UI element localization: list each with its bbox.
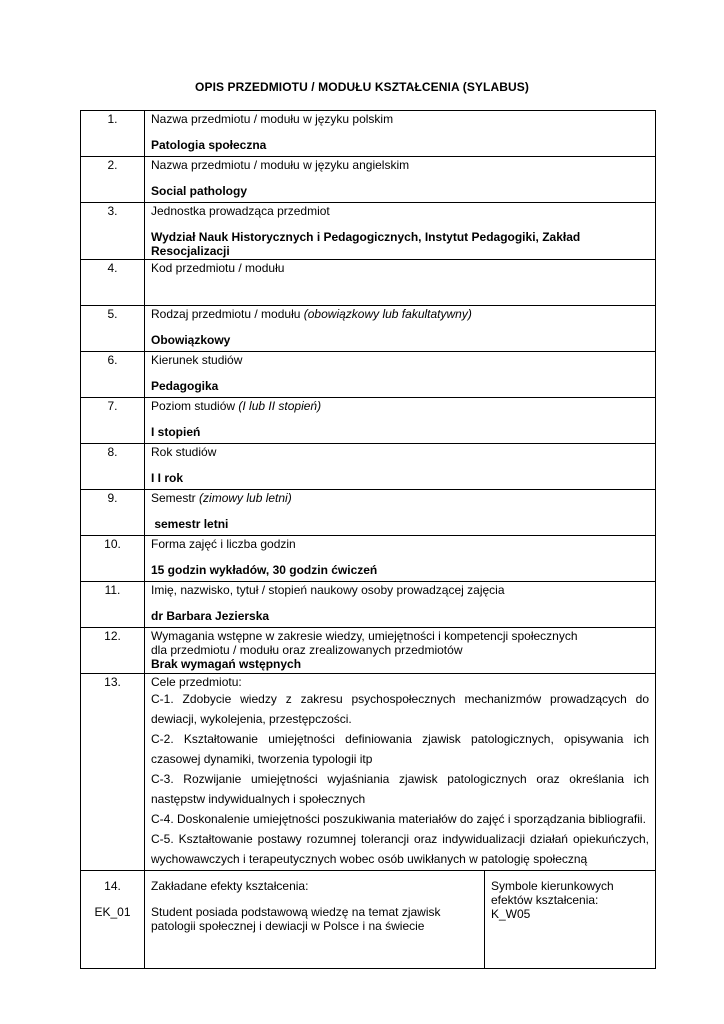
row-value: semestr letni <box>151 517 229 531</box>
goal-item: C-2. Kształtowanie umiejętności definiowania zjawisk patologicznych, opisywania ich czasowej dynamiki, tworzenia typologii itp <box>151 732 649 766</box>
table-row <box>81 536 656 582</box>
goal-item: C-1. Zdobycie wiedzy z zakresu psychospołecznych mechanizmów prowadzących do dewiacji, wykolejenia, przestępczości. <box>151 692 649 726</box>
row-number: 3. <box>81 203 145 260</box>
outcome-code: EK_01 <box>94 905 131 919</box>
row-label <box>151 399 649 413</box>
row-number: 2. <box>81 157 145 203</box>
row-label: Nazwa przedmiotu / modułu w języku polskim <box>151 112 394 126</box>
outcome-symbol: K_W05 <box>491 907 531 921</box>
row-content <box>145 157 656 203</box>
row-label: Wymagania wstępne w zakresie wiedzy, umiejętności i kompetencji społecznych <box>151 629 578 643</box>
row-number: 5. <box>81 306 145 352</box>
table-row <box>81 444 656 490</box>
row-label: Kierunek studiów <box>151 353 243 367</box>
row-value: I I rok <box>151 471 184 485</box>
row-number: 9. <box>81 490 145 536</box>
table-row <box>81 203 656 260</box>
row-number: 4. <box>81 260 145 306</box>
row-number <box>81 871 145 969</box>
row-label: Forma zajęć i liczba godzin <box>151 537 296 551</box>
symbols-label: Symbole kierunkowych efektów kształcenia: <box>491 879 614 907</box>
goal-item: C-5. Kształtowanie postawy rozumnej tolerancji oraz indywidualizacji działań opiekuńczych, wychowawczych i terapeutycznych wobec osób uwikłanych w patologię społeczną <box>151 832 649 866</box>
table-row <box>81 306 656 352</box>
table-row-outcomes <box>81 871 656 969</box>
table-row <box>81 111 656 157</box>
row-number: 10. <box>81 536 145 582</box>
table-row <box>81 582 656 628</box>
table-row-goals <box>81 674 656 871</box>
row-number: 1. <box>81 111 145 157</box>
row-label: Imię, nazwisko, tytuł / stopień naukowy osoby prowadzącej zajęcia <box>151 583 505 597</box>
row-number: 11. <box>81 582 145 628</box>
row-label-text: Rodzaj przedmiotu / modułu <box>151 307 301 321</box>
row-number: 6. <box>81 352 145 398</box>
table-row <box>81 398 656 444</box>
row-value: Brak wymagań wstępnych <box>151 657 302 671</box>
row-label-hint: (zimowy lub letni) <box>199 491 292 505</box>
row-content <box>145 398 656 444</box>
row-label: Kod przedmiotu / modułu <box>151 261 285 275</box>
row-content <box>145 536 656 582</box>
row-content <box>145 260 656 306</box>
outcome-section-number: 14. <box>104 879 121 893</box>
table-row <box>81 157 656 203</box>
row-content <box>145 628 656 674</box>
row-label-continued: dla przedmiotu / modułu oraz zrealizowanych przedmiotów <box>151 643 463 657</box>
row-label <box>151 307 649 321</box>
row-content <box>145 582 656 628</box>
row-value: dr Barbara Jezierska <box>151 609 270 623</box>
row-content <box>145 490 656 536</box>
goal-item: C-3. Rozwijanie umiejętności wyjaśniania zjawisk patologicznych oraz określania ich następstw indywidualnych i społecznych <box>151 772 649 806</box>
row-label: Jednostka prowadząca przedmiot <box>151 204 330 218</box>
row-content <box>145 352 656 398</box>
table-row <box>81 628 656 674</box>
outcomes-label: Zakładane efekty kształcenia: <box>151 879 309 893</box>
row-content <box>145 444 656 490</box>
row-number: 12. <box>81 628 145 674</box>
row-number: 7. <box>81 398 145 444</box>
outcome-symbol-cell <box>485 871 656 969</box>
row-value: Patologia społeczna <box>151 138 267 152</box>
row-number: 13. <box>81 674 145 871</box>
row-label-hint: (obowiązkowy lub fakultatywny) <box>303 307 472 321</box>
outcome-description: Student posiada podstawową wiedzę na temat zjawisk patologii społecznej i dewiacji w Polsce i na świecie <box>151 905 441 933</box>
row-label-text: Poziom studiów <box>151 399 236 413</box>
table-row <box>81 352 656 398</box>
row-value: 15 godzin wykładów, 30 godzin ćwiczeń <box>151 563 378 577</box>
goals-label: Cele przedmiotu: <box>151 675 242 689</box>
row-value: Social pathology <box>151 184 248 198</box>
outcome-description-cell <box>145 871 485 969</box>
row-value: Pedagogika <box>151 379 219 393</box>
table-row <box>81 260 656 306</box>
document-title: OPIS PRZEDMIOTU / MODUŁU KSZTAŁCENIA (SYLABUS) <box>195 80 529 94</box>
row-content <box>145 111 656 157</box>
row-label: Rok studiów <box>151 445 217 459</box>
row-value: I stopień <box>151 425 201 439</box>
row-value: Obowiązkowy <box>151 333 231 347</box>
row-label-text: Semestr <box>151 491 196 505</box>
goals-content <box>145 674 656 871</box>
row-content <box>145 203 656 260</box>
table-row <box>81 490 656 536</box>
row-label-hint: (I lub II stopień) <box>238 399 322 413</box>
row-content <box>145 306 656 352</box>
row-label <box>151 491 649 505</box>
row-number: 8. <box>81 444 145 490</box>
row-value: Wydział Nauk Historycznych i Pedagogicznych, Instytut Pedagogiki, Zakład Resocjalizacji <box>151 230 581 258</box>
row-label: Nazwa przedmiotu / modułu w języku angielskim <box>151 158 410 172</box>
syllabus-table <box>80 110 656 969</box>
goal-item: C-4. Doskonalenie umiejętności poszukiwania materiałów do zajęć i sporządzania bibliografii. <box>151 812 646 826</box>
